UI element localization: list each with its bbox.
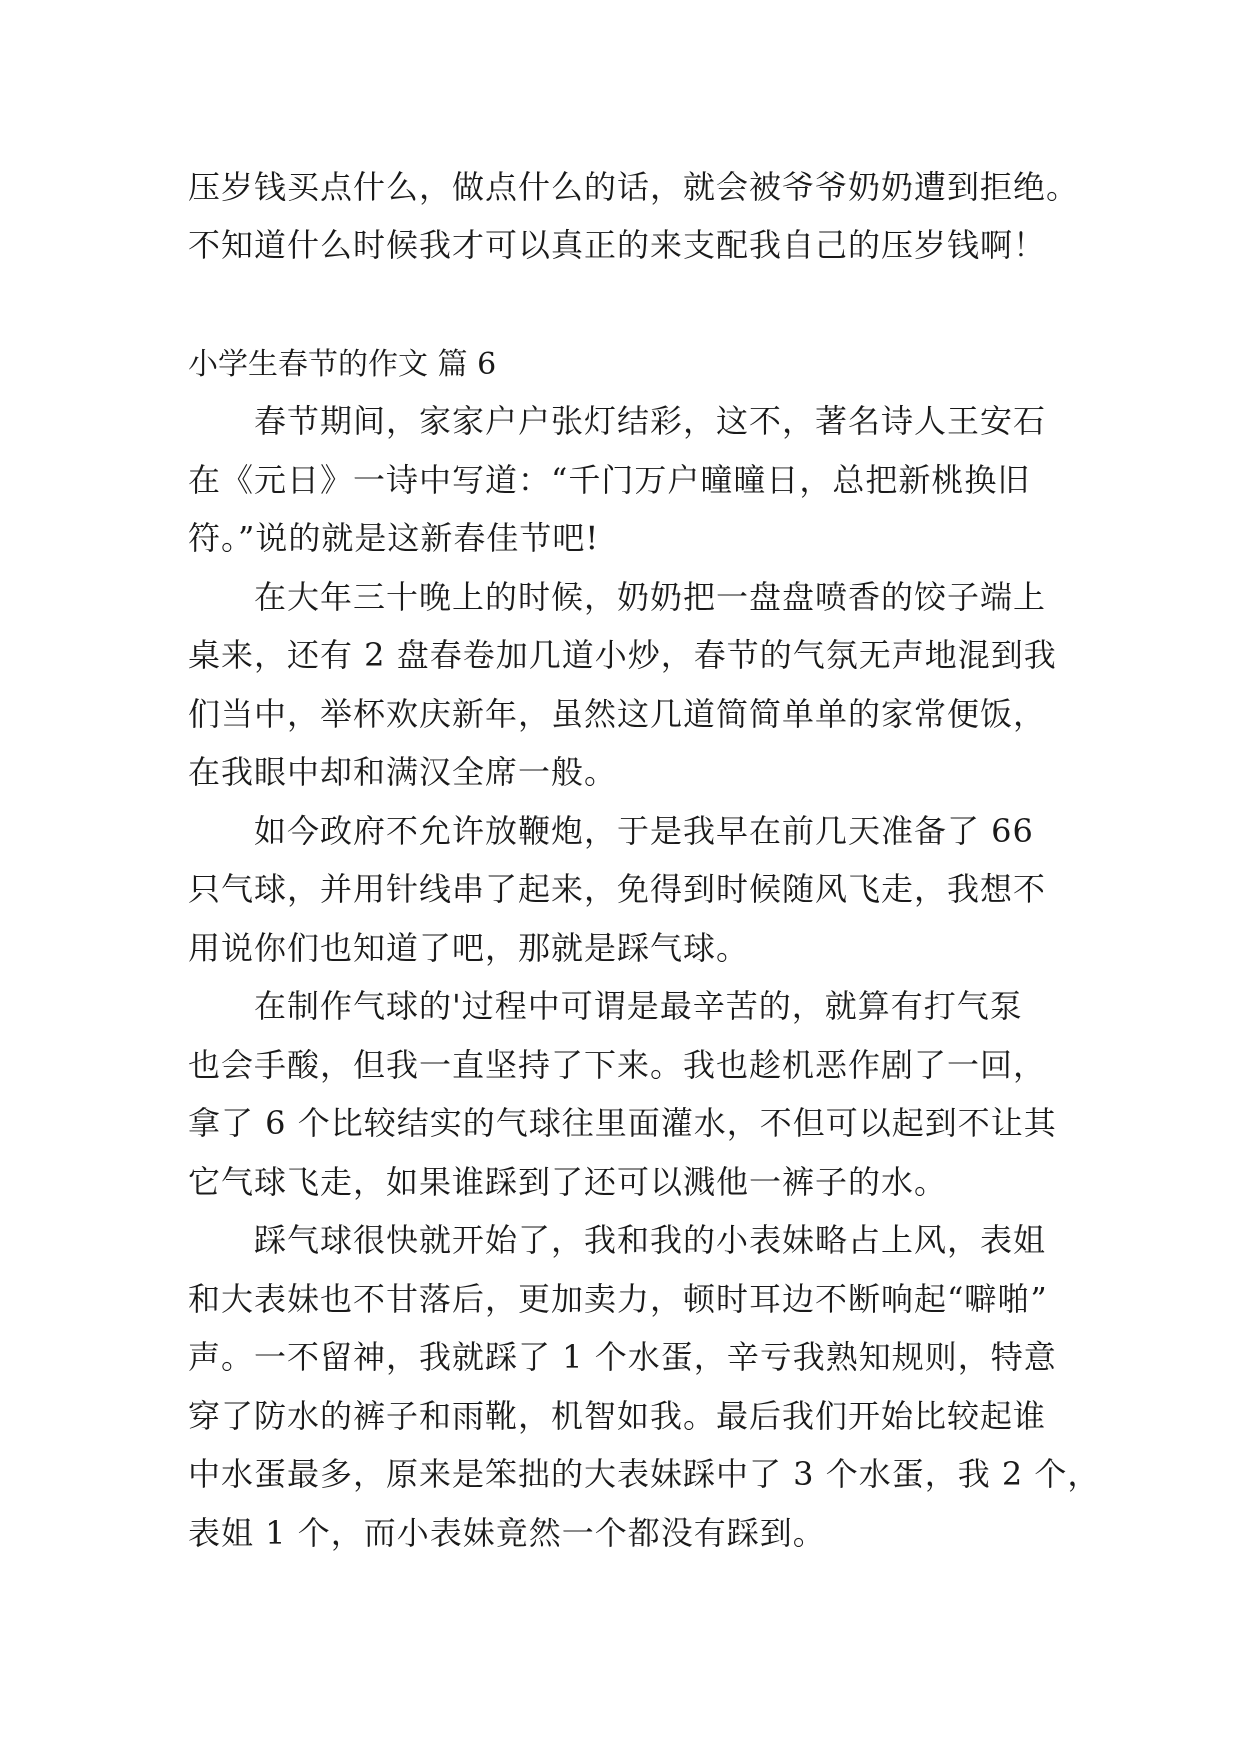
paragraph — [188, 1211, 1101, 1562]
paragraph — [188, 568, 1068, 802]
paragraph — [188, 977, 1068, 1211]
text-line: 在制作气球的'过程中可谓是最辛苦的，就算有打气泵 — [254, 987, 1023, 1025]
text-line: 如今政府不允许放鞭炮，于是我早在前几天准备了 66 — [254, 811, 1034, 850]
text-line: 春节期间，家家户户张灯结彩，这不，著名诗人王安石 — [254, 402, 1047, 440]
text-line: 只气球，并用针线串了起来，免得到时候随风飞走，我想不 — [188, 870, 1047, 908]
continuation-text — [188, 158, 1080, 274]
text-line: 表姐 1 个，而小表妹竟然一个都没有踩到。 — [188, 1513, 826, 1552]
text-line: 桌来，还有 2 盘春卷加几道小炒，春节的气氛无声地混到我 — [188, 636, 1057, 674]
text-line: 在我眼中却和满汉全席一般。 — [188, 753, 618, 791]
text-line: 穿了防水的裤子和雨靴，机智如我。最后我们开始比较起谁 — [188, 1396, 1047, 1435]
text-line: 踩气球很快就开始了，我和我的小表妹略占上风，表姐 — [254, 1221, 1047, 1259]
text-line: 不知道什么时候我才可以真正的来支配我自己的压岁钱啊！ — [188, 226, 1047, 264]
text-line: 在大年三十晚上的时候，奶奶把一盘盘喷香的饺子端上 — [254, 577, 1047, 616]
paragraph — [188, 802, 1068, 978]
text-line: 它气球飞走，如果谁踩到了还可以溅他一裤子的水。 — [188, 1162, 948, 1201]
text-line: 中水蛋最多，原来是笨拙的大表妹踩中了 3 个水蛋，我 2 个， — [188, 1455, 1101, 1493]
text-line: 声。一不留神，我就踩了 1 个水蛋，辛亏我熟知规则，特意 — [188, 1338, 1057, 1376]
text-line: 符。”说的就是这新春佳节吧! — [188, 519, 600, 557]
text-line: 们当中，举杯欢庆新年，虽然这几道简简单单的家常便饭， — [188, 694, 1047, 733]
text-line: 也会手酸，但我一直坚持了下来。我也趁机恶作剧了一回， — [188, 1045, 1047, 1084]
text-line: 用说你们也知道了吧，那就是踩气球。 — [188, 928, 750, 967]
text-line: 拿了 6 个比较结实的气球往里面灌水，不但可以起到不让其 — [188, 1104, 1057, 1142]
text-line: 在《元日》一诗中写道：“千门万户曈曈日，总把新桃换旧 — [188, 460, 1031, 499]
text-line: 和大表妹也不甘落后，更加卖力，顿时耳边不断响起“噼啪” — [188, 1279, 1048, 1318]
essay-body — [188, 392, 1101, 1562]
section-heading: 小学生春节的作文 篇 6 — [188, 347, 497, 382]
text-line: 压岁钱买点什么，做点什么的话，就会被爷爷奶奶遭到拒绝。 — [188, 168, 1080, 206]
paragraph — [188, 392, 1068, 568]
